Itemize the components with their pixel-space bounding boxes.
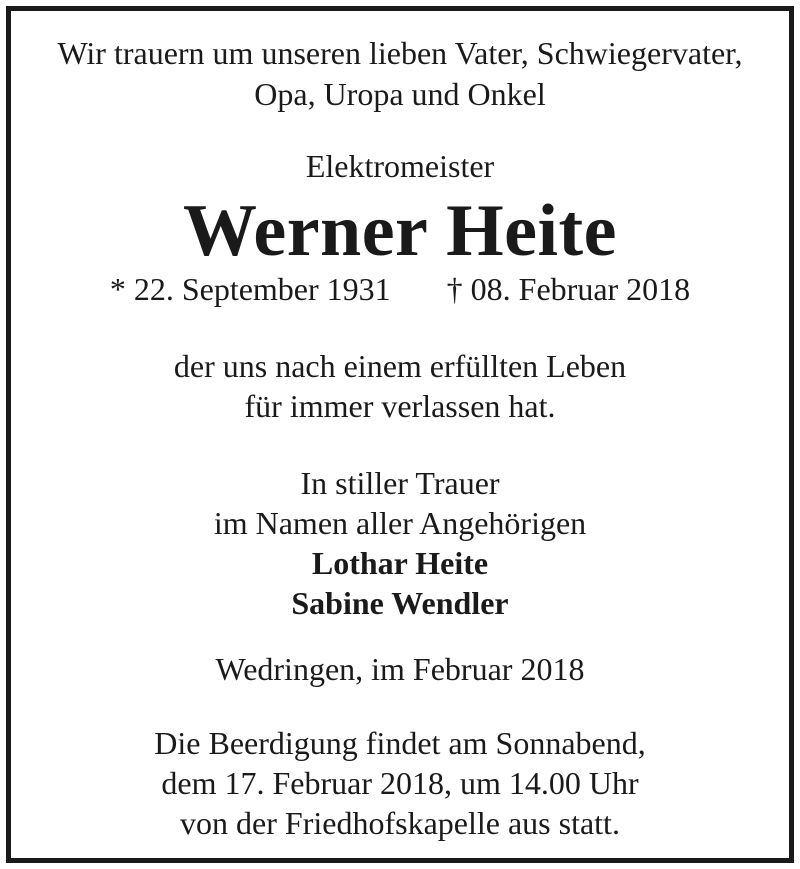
intro-line-2: Opa, Uropa und Onkel — [254, 76, 546, 112]
funeral-line-2: dem 17. Februar 2018, um 14.00 Uhr — [161, 765, 639, 801]
profession: Elektromeister — [305, 148, 495, 184]
mourners-line-2: im Namen aller Angehörigen — [213, 505, 587, 541]
obituary-notice — [6, 6, 794, 863]
life-dates — [11, 269, 789, 309]
message-line-1: der uns nach einem erfüllten Leben — [173, 348, 627, 384]
funeral-line-3: von der Friedhofskapelle aus statt. — [180, 805, 620, 841]
birth-date: * 22. September 1931 — [109, 271, 391, 307]
message-line-2: für immer verlassen hat. — [244, 388, 556, 424]
mourner-name: Lothar Heite — [311, 545, 489, 581]
deceased-name: Werner Heite — [182, 190, 618, 272]
intro-line-1: Wir trauern um unseren lieben Vater, Schwiegervater, — [57, 35, 743, 71]
mourners-line-1: In stiller Trauer — [300, 465, 500, 501]
funeral-line-1: Die Beerdigung findet am Sonnabend, — [154, 725, 646, 761]
death-date: † 08. Februar 2018 — [446, 271, 691, 307]
mourner-name: Sabine Wendler — [291, 585, 509, 621]
place-date: Wedringen, im Februar 2018 — [215, 651, 585, 687]
